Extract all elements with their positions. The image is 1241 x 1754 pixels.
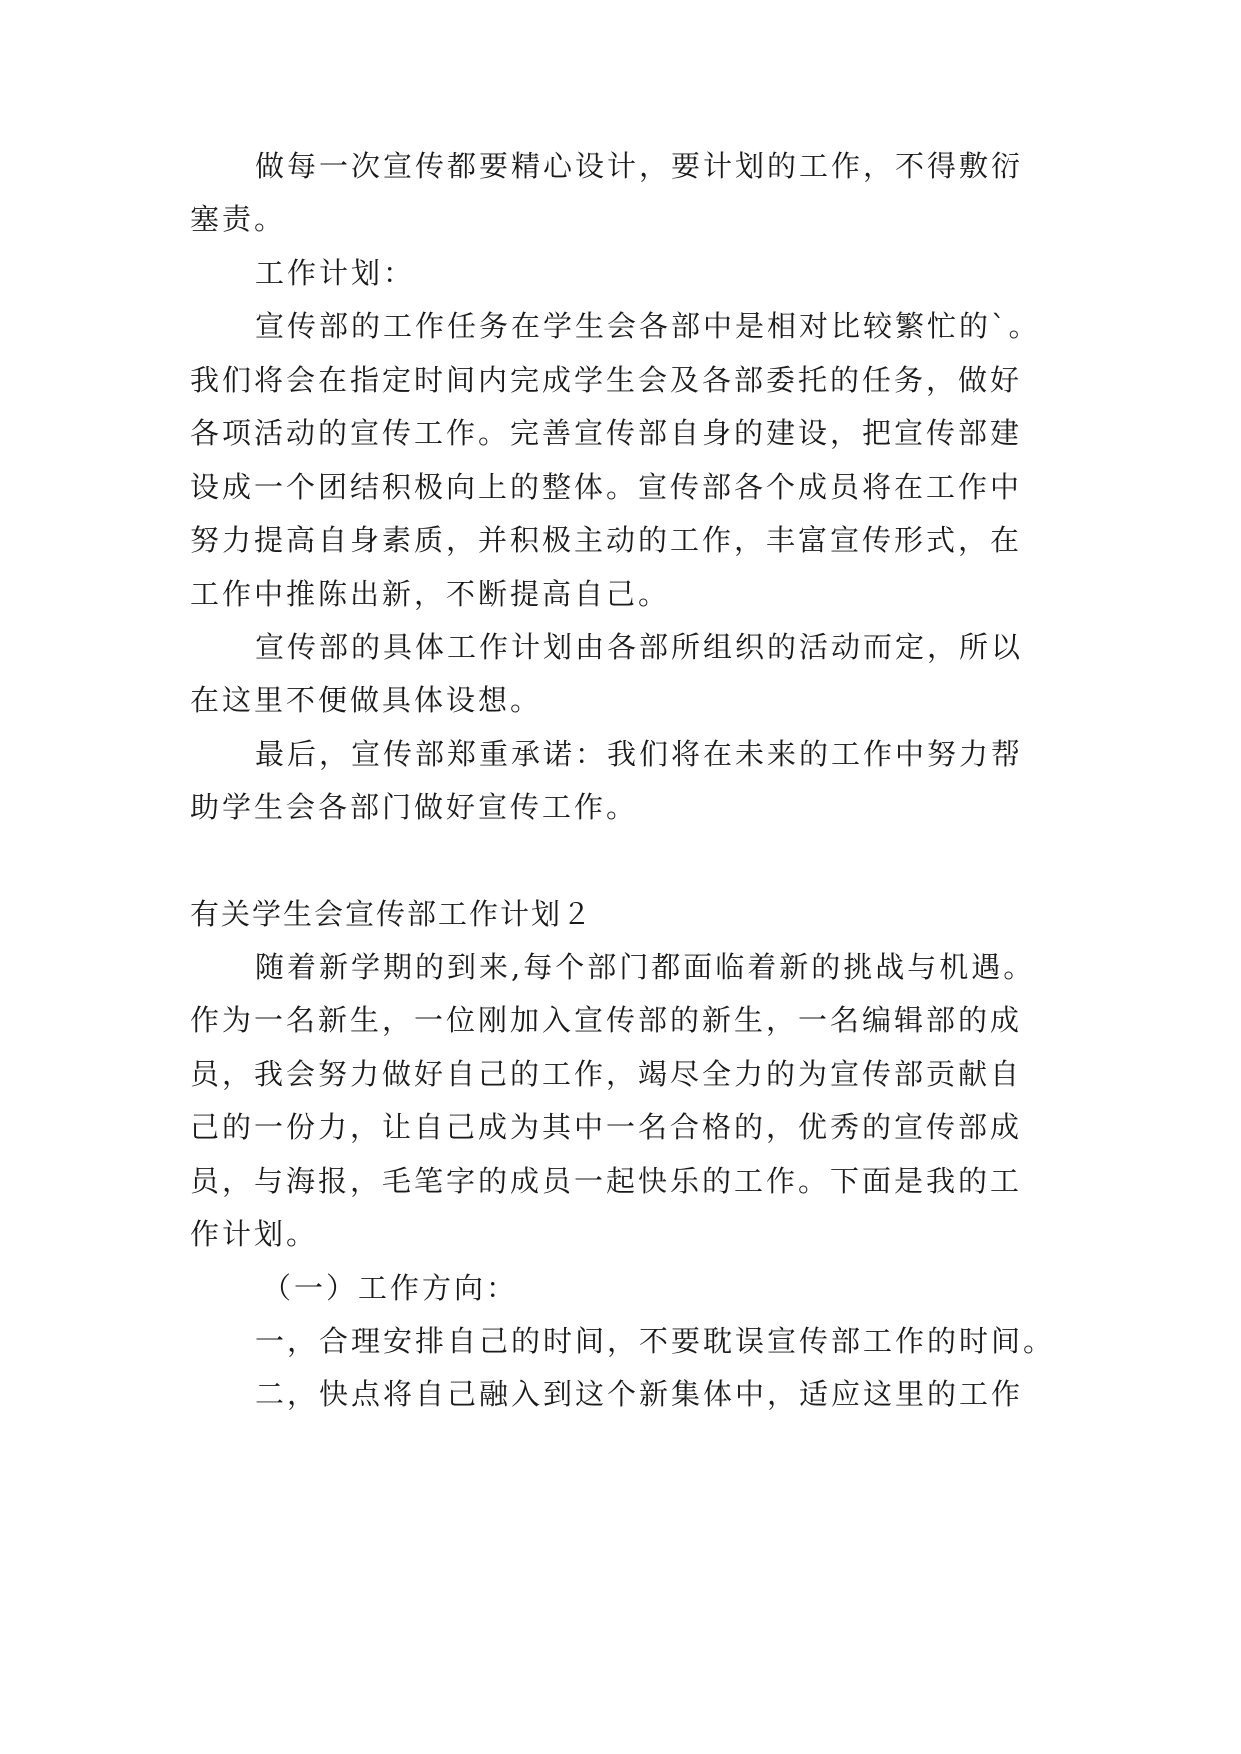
subsection-label: （一）工作方向： [262, 1271, 519, 1305]
section-heading: 有关学生会宣传部工作计划２ [190, 897, 594, 931]
paragraph-line: 做每一次宣传都要精心设计，要计划的工作，不得敷衍 [255, 149, 1024, 183]
paragraph-line: 随着新学期的到来,每个部门都面临着新的挑战与机遇。 [255, 950, 1036, 984]
list-item: 一，合理安排自己的时间，不要耽误宣传部工作的时间。 [255, 1324, 1056, 1358]
paragraph-line: 设成一个团结积极向上的整体。宣传部各个成员将在工作中 [190, 470, 1023, 504]
paragraph-line: 在这里不便做具体设想。 [190, 683, 543, 717]
section-label: 工作计划： [255, 256, 416, 290]
paragraph-line: 努力提高自身素质，并积极主动的工作，丰富宣传形式，在 [190, 523, 1023, 557]
paragraph-line: 我们将会在指定时间内完成学生会及各部委托的任务，做好 [190, 363, 1023, 397]
paragraph-line: 助学生会各部门做好宣传工作。 [190, 790, 639, 824]
paragraph-line: 宣传部的工作任务在学生会各部中是相对比较繁忙的`。 [255, 309, 1041, 343]
paragraph-line: 最后，宣传部郑重承诺：我们将在未来的工作中努力帮 [255, 737, 1024, 771]
list-item: 二，快点将自己融入到这个新集体中，适应这里的工作 [255, 1377, 1024, 1411]
paragraph-line: 作计划。 [190, 1217, 319, 1251]
paragraph-line: 宣传部的具体工作计划由各部所组织的活动而定，所以 [255, 630, 1024, 664]
paragraph-line: 己的一份力，让自己成为其中一名合格的，优秀的宣传部成 [190, 1110, 1023, 1144]
paragraph-line: 工作中推陈出新，不断提高自己。 [190, 577, 671, 611]
paragraph-line: 员，与海报，毛笔字的成员一起快乐的工作。下面是我的工 [190, 1164, 1023, 1198]
paragraph-line: 员，我会努力做好自己的工作，竭尽全力的为宣传部贡献自 [190, 1057, 1023, 1091]
paragraph-line: 各项活动的宣传工作。完善宣传部自身的建设，把宣传部建 [190, 416, 1023, 450]
paragraph-line: 作为一名新生，一位刚加入宣传部的新生，一名编辑部的成 [190, 1003, 1023, 1037]
paragraph-line: 塞责。 [190, 202, 287, 236]
